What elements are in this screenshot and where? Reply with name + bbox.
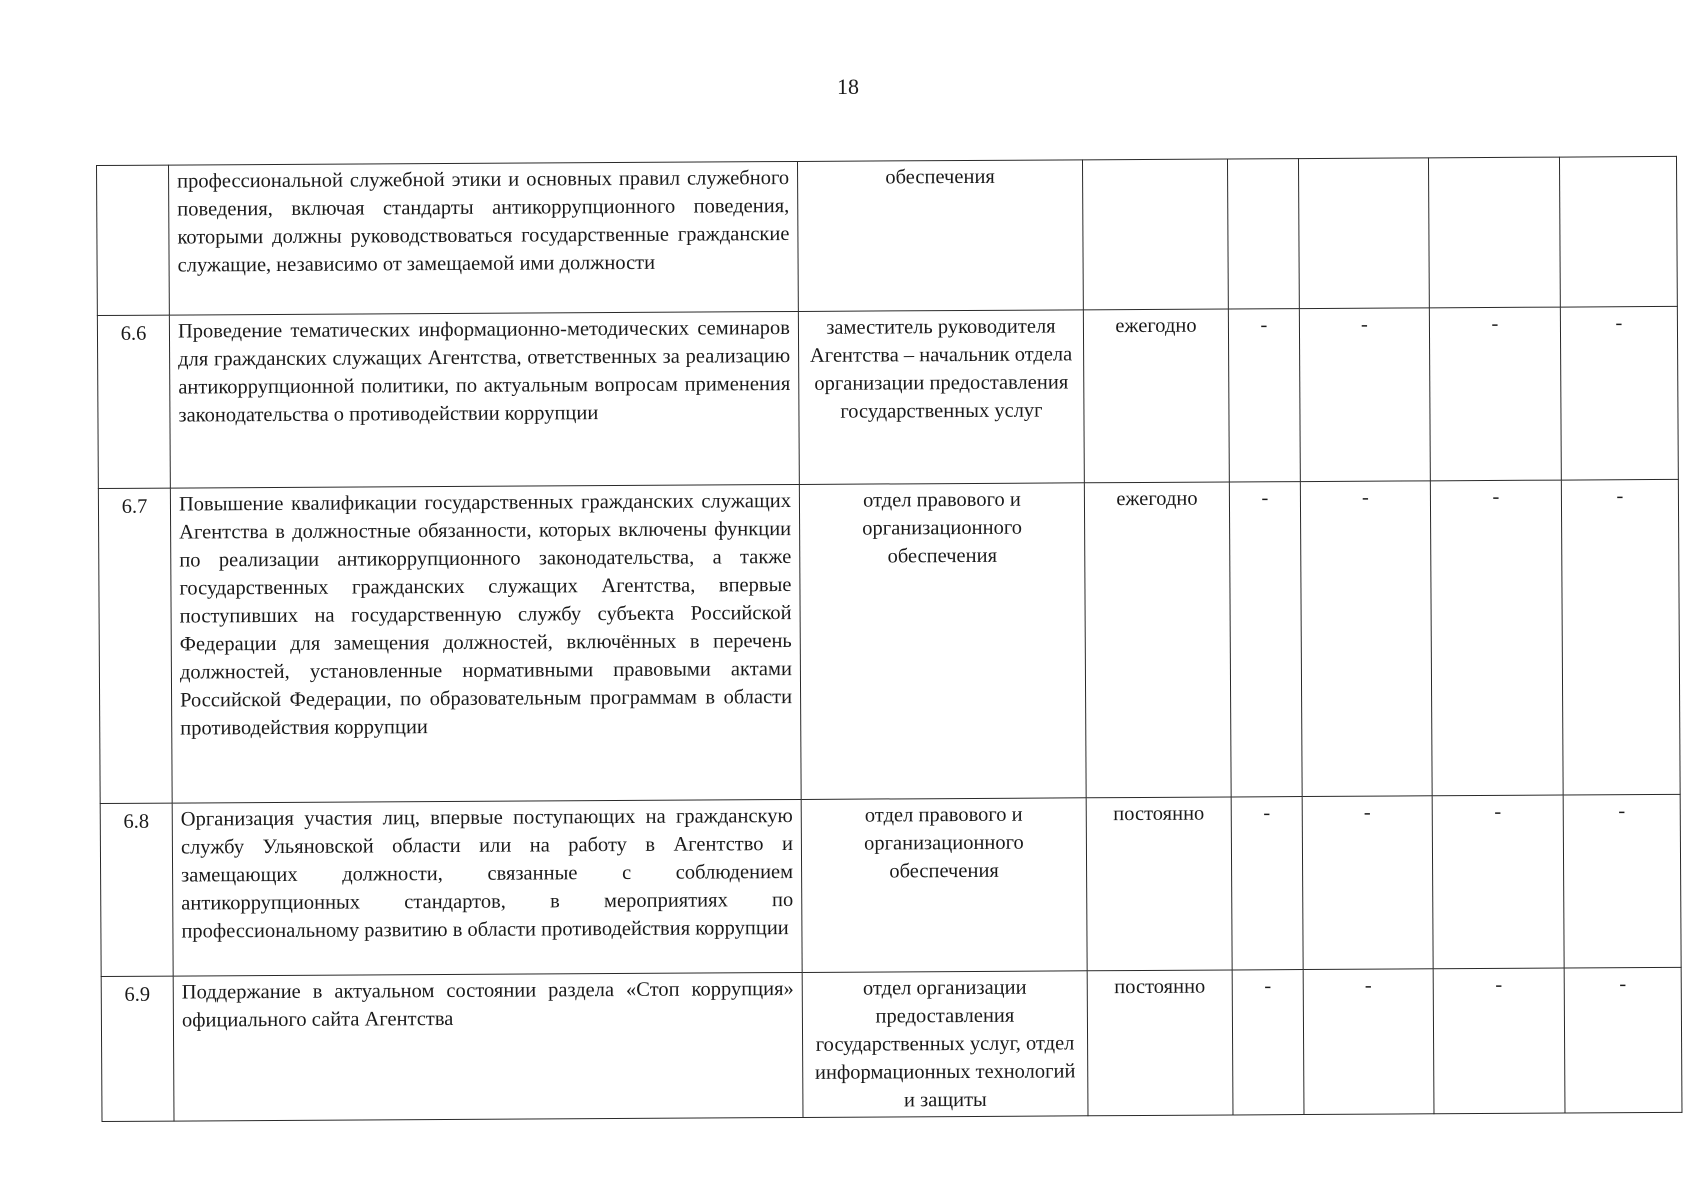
responsible-executor: отдел правового и организационного обеспечения <box>801 798 1087 973</box>
funding-cell-4: - <box>1563 794 1681 968</box>
funding-cell-4: - <box>1560 306 1678 480</box>
funding-cell-3: - <box>1432 795 1564 969</box>
funding-cell-1: - <box>1231 797 1303 970</box>
measure-name: Повышение квалификации государственных гражданских служащих Агентства в должностные обязанности, которых включены функции по реализации антикоррупционного законодательства, а также государственных гражданских служащих Агентства, впервые поступивших на государственную службу субъекта Российской Федерации для замещения должностей, включённых в перечень должностей, установленные нормативными правовыми актами Российской Федерации, по образовательным программам в области противодействия коррупции <box>170 484 801 803</box>
funding-cell-2: - <box>1300 481 1432 797</box>
measure-name: Проведение тематических информационно-методических семинаров для гражданских служащих Агентства, ответственных за реализацию антикоррупционной политики, по актуальным вопросам применения законодательства о противодействии коррупции <box>169 311 799 488</box>
row-number: 6.8 <box>100 803 173 976</box>
responsible-executor: отдел организации предоставления государственных услуг, отдел информационных технологий и защиты <box>802 971 1088 1118</box>
execution-term <box>1082 159 1228 310</box>
row-number <box>97 165 170 315</box>
row-number: 6.7 <box>98 488 172 803</box>
funding-cell-1: - <box>1232 970 1304 1115</box>
funding-cell-1: - <box>1229 482 1302 797</box>
funding-cell-1 <box>1227 159 1299 309</box>
responsible-executor: отдел правового и организационного обеспечения <box>799 483 1086 800</box>
execution-term: постоянно <box>1086 797 1232 971</box>
funding-cell-4 <box>1559 156 1677 307</box>
funding-cell-3: - <box>1430 480 1563 796</box>
funding-cell-3 <box>1428 157 1560 308</box>
funding-cell-2: - <box>1302 796 1433 970</box>
measures-table <box>96 156 1682 1122</box>
funding-cell-3: - <box>1433 968 1565 1114</box>
funding-cell-3: - <box>1429 307 1561 481</box>
responsible-executor: обеспечения <box>797 160 1083 312</box>
row-number: 6.6 <box>97 315 170 488</box>
funding-cell-4: - <box>1564 967 1682 1113</box>
execution-term: постоянно <box>1087 970 1233 1116</box>
measure-name: профессиональной служебной этики и основных правил служебного поведения, включая стандарты антикоррупционного поведения, которыми должны руководствоваться государственные гражданские служащие, независимо от замещаемой ими должности <box>169 161 799 315</box>
funding-cell-2 <box>1298 158 1429 309</box>
execution-term: ежегодно <box>1084 482 1231 798</box>
table-row <box>98 479 1680 803</box>
row-number: 6.9 <box>101 976 174 1121</box>
responsible-executor: заместитель руководителя Агентства – начальник отдела организации предоставления государственных услуг <box>798 310 1084 485</box>
table-row <box>97 306 1678 488</box>
funding-cell-1: - <box>1228 309 1300 482</box>
table-row <box>100 794 1681 976</box>
measure-name: Поддержание в актуальном состоянии раздела «Стоп коррупция» официального сайта Агентства <box>173 972 803 1121</box>
page-number: 18 <box>837 74 859 99</box>
funding-cell-2: - <box>1299 308 1430 482</box>
funding-cell-4: - <box>1561 479 1680 795</box>
table-row-continuation <box>97 156 1678 315</box>
measure-name: Организация участия лиц, впервые поступающих на гражданскую службу Ульяновской области или на работу в Агентство и замещающих должности, связанные с соблюдением антикоррупционных стандартов, в мероприятиях по профессиональному развитию в области противодействия коррупции <box>172 799 802 976</box>
execution-term: ежегодно <box>1083 309 1229 483</box>
table-row <box>101 967 1682 1121</box>
funding-cell-2: - <box>1303 969 1434 1115</box>
